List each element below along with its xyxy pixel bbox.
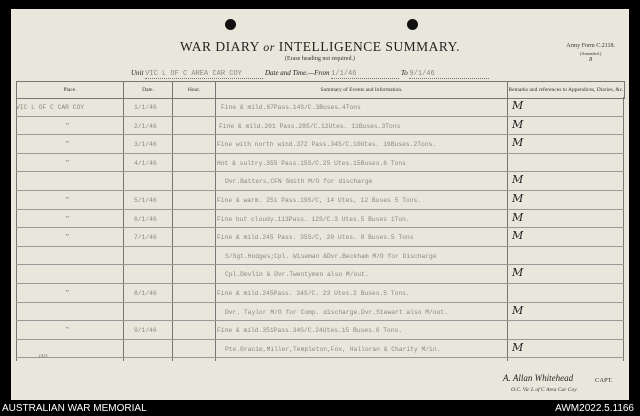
entry-summary: Dvr.Batters,CFN Smith M/O for discharge xyxy=(225,178,373,186)
column-rule xyxy=(16,97,17,361)
title-intelligence-summary: INTELLIGENCE SUMMARY. xyxy=(278,39,461,54)
credit-institution: AUSTRALIAN WAR MEMORIAL xyxy=(2,403,147,414)
entry-summary: Fine but cloudy.113Pass. 12S/C.3 Utes.5 Buses 1Ton. xyxy=(217,215,410,223)
entry-summary: Fine with north wind.372 Pass.34S/C.10Utes. 16Buses.2Tons. xyxy=(217,141,437,149)
entry-summary: Dvr. Taylor M/O for Comp. discharge.Dvr.Stewart also M/out. xyxy=(225,308,448,316)
row-rule xyxy=(16,209,624,210)
entry-date: 2/1/46 xyxy=(134,122,157,130)
entry-summary: S/Sgt.Hodges;Cpl. Wiseman &Dvr.Beckham M/O for Discharge xyxy=(225,252,437,260)
signature: A. Allan Whitehead xyxy=(503,373,574,383)
row-rule xyxy=(16,116,624,117)
entry-place: " xyxy=(66,121,69,130)
entry-date: 9/1/46 xyxy=(134,327,157,335)
column-rule xyxy=(172,97,173,361)
column-rule xyxy=(123,97,124,361)
entry-initials: M xyxy=(512,266,524,280)
col-remarks: Remarks and references to Appendices, Diaries, &c. xyxy=(508,82,625,99)
row-rule xyxy=(16,357,624,358)
col-place: Place. xyxy=(17,82,124,99)
column-rule xyxy=(507,97,508,361)
form-note: (Amended.) xyxy=(579,51,602,56)
entry-place: " xyxy=(66,289,69,297)
form-mark: 8 xyxy=(589,57,593,63)
row-rule xyxy=(16,264,624,265)
entry-date: 5/1/46 xyxy=(134,197,157,204)
entry-date: 8/1/46 xyxy=(134,290,157,297)
row-rule xyxy=(16,246,624,247)
entry-summary: Fine & mild.245 Pass. 35S/C, 20 Utes. 8 Buses.5 Tons xyxy=(217,234,414,242)
entry-initials: M xyxy=(512,303,524,317)
entry-initials: M xyxy=(512,136,524,150)
row-rule xyxy=(16,190,624,191)
entry-place: " xyxy=(66,140,69,149)
from-date: 1/1/46 xyxy=(331,70,399,79)
entry-date: 1/1/46 xyxy=(134,104,157,111)
col-hour: Hour. xyxy=(173,82,216,99)
entry-date: 7/1/46 xyxy=(134,234,157,242)
row-rule xyxy=(16,320,624,321)
signature-rank: CAPT. xyxy=(595,377,613,384)
entry-summary: Fine & mild.351Pass.34S/C.24Utes.15 Buses.6 Tons. xyxy=(217,327,403,335)
entry-date: 6/1/46 xyxy=(134,215,157,223)
entry-date: 3/1/46 xyxy=(134,141,157,149)
date-label: Date and Time.—From xyxy=(264,69,330,77)
signature-unit: O.C. Vic L of C Area Car Coy xyxy=(511,387,577,393)
entry-place: " xyxy=(66,233,69,242)
entry-summary: Hot & sultry.355 Pass.15S/C.25 Utes.15Buses.6 Tons xyxy=(217,159,406,167)
punch-hole xyxy=(407,19,418,30)
punch-hole xyxy=(225,19,236,30)
row-rule xyxy=(16,302,624,303)
entry-summary: Fine & mild.261 Pass.28S/C.12Utes. 11Buses.3Tons xyxy=(219,122,401,130)
title-or: or xyxy=(263,40,275,54)
entry-place: " xyxy=(66,196,69,204)
unit-line xyxy=(131,69,489,79)
subtitle: (Erase heading not required.) xyxy=(285,56,355,62)
column-rule xyxy=(623,97,624,361)
page-title xyxy=(11,39,629,55)
form-number xyxy=(566,43,615,64)
entry-initials: M xyxy=(512,210,524,224)
row-rule xyxy=(16,153,624,154)
entry-initials: M xyxy=(512,117,524,131)
row-rule xyxy=(16,227,624,228)
entry-place: " xyxy=(66,158,69,167)
row-rule xyxy=(16,171,624,172)
column-rule xyxy=(215,97,216,361)
diary-table-body xyxy=(16,97,624,361)
entry-place: " xyxy=(66,326,69,335)
row-rule xyxy=(16,283,624,284)
entry-initials: M xyxy=(512,192,524,205)
entry-summary: Pte.Gracie,Miller,Templeton,Fox, Halloran & Charity M/in. xyxy=(225,345,441,353)
col-summary: Summary of Events and Information. xyxy=(216,82,508,99)
unit-value: VIC L OF C AREA CAR COY xyxy=(145,70,263,79)
to-date: 9/1/46 xyxy=(409,70,489,79)
row-rule xyxy=(16,339,624,340)
form-reference: (A1) xyxy=(39,353,48,358)
credit-accession: AWM2022.5.1166 xyxy=(555,403,634,414)
entry-summary: Fine & warm. 251 Pass.19S/C, 14 Utes, 12 Buses 5 Tons. xyxy=(217,197,422,204)
entry-initials: M xyxy=(512,229,524,243)
entry-initials: M xyxy=(512,340,524,354)
entry-date: 4/1/46 xyxy=(134,159,157,167)
entry-summary: Fine & mild.245Pass. 34S/C. 23 Utes.2 Buses.5 Tons. xyxy=(217,290,410,297)
entry-initials: M xyxy=(512,99,524,112)
title-war-diary: WAR DIARY xyxy=(179,39,260,54)
entry-summary: Cpl.Devlin & Dvr.Twentymen also M/out. xyxy=(225,271,369,279)
entry-place: " xyxy=(66,214,69,223)
form-number-text: Army Form C.2118. xyxy=(566,43,615,49)
col-date: Date. xyxy=(124,82,173,99)
entry-summary: Fine & mild.87Pass.14S/C.3Buses.4Tons xyxy=(221,104,361,111)
entry-place: VIC L OF C CAR COY xyxy=(16,104,85,111)
row-rule xyxy=(16,134,624,135)
diary-page xyxy=(11,9,629,400)
entry-initials: M xyxy=(512,173,524,187)
unit-label: Unit xyxy=(131,69,144,77)
to-label: To xyxy=(400,69,408,77)
